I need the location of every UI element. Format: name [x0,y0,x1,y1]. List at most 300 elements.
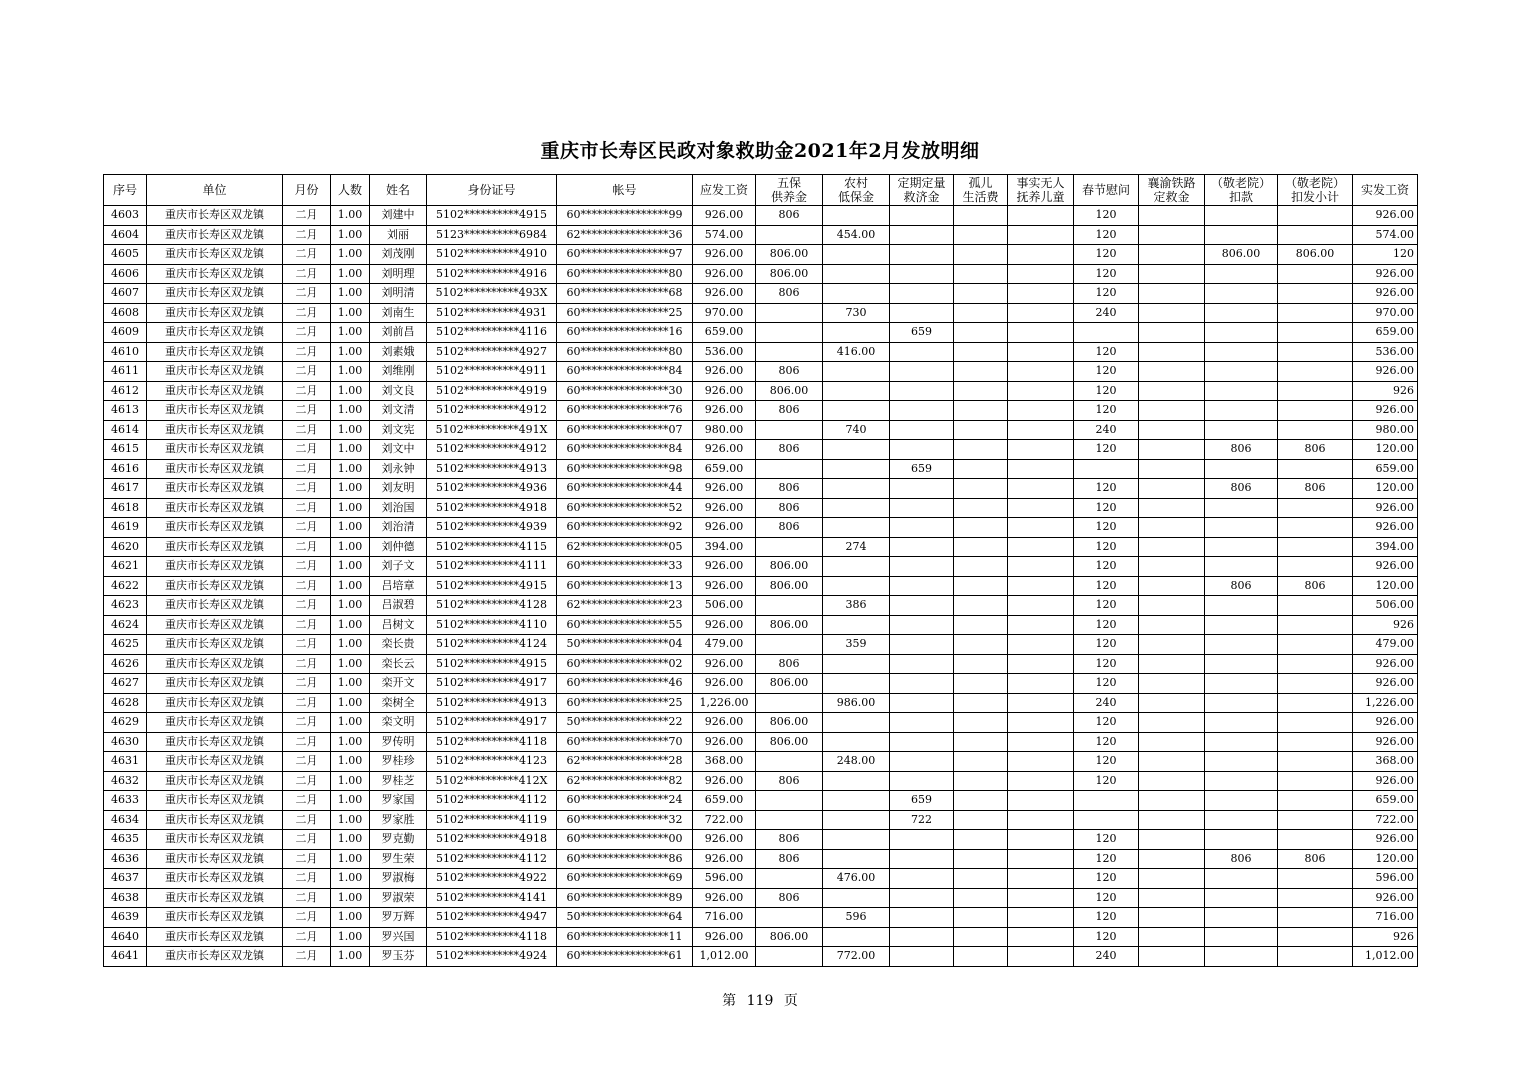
table-cell: 5102**********4918 [427,830,557,850]
table-cell: 刘明清 [370,284,427,304]
table-cell: 926.00 [693,654,756,674]
table-cell [823,849,890,869]
table-cell: 1.00 [331,908,370,928]
table-cell [1278,225,1353,245]
table-cell: 50****************22 [557,713,693,733]
table-cell: 二月 [283,498,331,518]
table-cell [1139,596,1205,616]
table-cell: 1.00 [331,674,370,694]
table-cell [1205,732,1278,752]
table-cell: 806 [1278,849,1353,869]
table-cell [1008,206,1074,226]
table-cell [890,927,954,947]
table-cell [1139,479,1205,499]
table-cell [756,537,823,557]
column-header: 孤儿 生活费 [954,175,1008,206]
table-row [104,596,1418,616]
table-cell: 806 [756,284,823,304]
table-cell [954,401,1008,421]
table-cell [1139,342,1205,362]
table-cell [1278,498,1353,518]
table-cell [1278,713,1353,733]
table-cell: 806 [756,849,823,869]
table-cell: 刘建中 [370,206,427,226]
table-cell: 5102**********4939 [427,518,557,538]
column-header: 身份证号 [427,175,557,206]
table-cell: 重庆市长寿区双龙镇 [147,674,283,694]
table-cell: 5102**********4110 [427,615,557,635]
table-row [104,206,1418,226]
table-cell: 394.00 [1353,537,1418,557]
table-cell [954,869,1008,889]
table-cell [1139,830,1205,850]
table-cell [1008,654,1074,674]
table-cell [1139,752,1205,772]
table-cell: 120 [1074,206,1139,226]
table-cell: 926.00 [1353,284,1418,304]
table-cell [823,771,890,791]
table-cell: 5102**********4917 [427,674,557,694]
table-cell: 1.00 [331,381,370,401]
table-cell [1008,771,1074,791]
table-cell: 二月 [283,284,331,304]
table-cell: 重庆市长寿区双龙镇 [147,557,283,577]
table-cell: 4639 [104,908,147,928]
table-cell: 1.00 [331,323,370,343]
table-cell [1278,342,1353,362]
table-cell: 806 [756,440,823,460]
table-cell: 二月 [283,791,331,811]
table-cell: 926.00 [693,557,756,577]
table-row [104,401,1418,421]
table-cell [823,576,890,596]
table-cell: 二月 [283,303,331,323]
table-cell [823,732,890,752]
table-cell [1278,732,1353,752]
table-cell [1278,908,1353,928]
table-cell: 659.00 [1353,323,1418,343]
table-cell: 1.00 [331,342,370,362]
table-cell [954,576,1008,596]
table-cell: 806.00 [756,713,823,733]
table-cell: 1.00 [331,401,370,421]
table-cell: 120 [1074,264,1139,284]
table-cell: 4604 [104,225,147,245]
table-cell [1139,264,1205,284]
table-cell: 806.00 [756,557,823,577]
page-title: 重庆市长寿区民政对象救助金2021年2月发放明细 [540,140,980,162]
table-cell: 刘友明 [370,479,427,499]
table-cell: 重庆市长寿区双龙镇 [147,654,283,674]
table-cell: 4637 [104,869,147,889]
table-cell: 5102**********4123 [427,752,557,772]
table-cell [954,908,1008,928]
table-cell: 刘前昌 [370,323,427,343]
table-cell [1008,342,1074,362]
page-prefix: 第 [722,993,737,1009]
table-cell: 806 [1205,576,1278,596]
table-cell: 二月 [283,479,331,499]
table-cell: 5102**********4913 [427,459,557,479]
table-cell: 吕培章 [370,576,427,596]
table-cell [1205,830,1278,850]
table-cell [1278,810,1353,830]
table-cell: 栾文明 [370,713,427,733]
table-row [104,498,1418,518]
column-header: （敬老院） 扣款 [1205,175,1278,206]
table-cell: 120 [1074,674,1139,694]
table-cell: 二月 [283,596,331,616]
table-cell: 刘文清 [370,401,427,421]
table-cell [890,518,954,538]
table-cell: 806 [1205,849,1278,869]
table-cell: 1.00 [331,420,370,440]
table-cell [954,810,1008,830]
table-cell: 120 [1074,225,1139,245]
table-cell [1139,420,1205,440]
table-cell: 栾长贵 [370,635,427,655]
table-cell: 二月 [283,869,331,889]
table-cell: 吕淑碧 [370,596,427,616]
table-cell: 重庆市长寿区双龙镇 [147,284,283,304]
table-cell: 重庆市长寿区双龙镇 [147,693,283,713]
table-cell [954,693,1008,713]
table-cell: 4624 [104,615,147,635]
table-cell [890,908,954,928]
table-cell [1139,225,1205,245]
table-cell: 1.00 [331,557,370,577]
table-cell: 926.00 [693,888,756,908]
table-cell: 50****************64 [557,908,693,928]
table-cell: 5102**********4112 [427,791,557,811]
column-header: 农村 低保金 [823,175,890,206]
table-cell: 4603 [104,206,147,226]
table-cell: 1.00 [331,888,370,908]
table-cell: 罗兴国 [370,927,427,947]
table-cell: 栾树全 [370,693,427,713]
column-header: 帐号 [557,175,693,206]
table-cell: 重庆市长寿区双龙镇 [147,732,283,752]
table-cell [890,576,954,596]
table-cell: 60****************30 [557,381,693,401]
table-cell: 5102**********4116 [427,323,557,343]
table-cell: 重庆市长寿区双龙镇 [147,752,283,772]
table-cell: 1.00 [331,206,370,226]
table-cell [1008,381,1074,401]
table-cell: 1.00 [331,362,370,382]
table-cell: 5102**********412X [427,771,557,791]
table-cell: 806 [756,479,823,499]
table-cell: 120 [1074,888,1139,908]
table-cell: 120 [1074,537,1139,557]
table-cell [1205,225,1278,245]
table-cell [1139,693,1205,713]
table-cell [823,498,890,518]
table-cell: 1.00 [331,830,370,850]
table-cell [1008,927,1074,947]
table-cell: 二月 [283,810,331,830]
table-cell: 60****************24 [557,791,693,811]
table-cell [1008,908,1074,928]
table-cell [1008,498,1074,518]
table-cell [1278,752,1353,772]
table-row [104,615,1418,635]
table-cell: 926.00 [1353,674,1418,694]
table-cell [1205,264,1278,284]
table-cell [1205,635,1278,655]
table-cell: 重庆市长寿区双龙镇 [147,713,283,733]
table-cell: 659.00 [1353,459,1418,479]
table-cell: 4635 [104,830,147,850]
table-cell: 806 [1278,576,1353,596]
table-cell: 596 [823,908,890,928]
table-cell [1139,518,1205,538]
table-cell: 416.00 [823,342,890,362]
table-cell: 罗淑荣 [370,888,427,908]
table-cell: 1.00 [331,752,370,772]
table-cell: 806 [756,206,823,226]
table-cell: 罗万辉 [370,908,427,928]
table-cell: 4634 [104,810,147,830]
table-cell: 574.00 [693,225,756,245]
table-cell: 刘维刚 [370,362,427,382]
table-cell: 重庆市长寿区双龙镇 [147,596,283,616]
table-cell [756,693,823,713]
table-cell: 二月 [283,576,331,596]
table-cell: 806 [1205,440,1278,460]
table-cell [890,674,954,694]
column-header: 应发工资 [693,175,756,206]
table-cell: 926.00 [1353,498,1418,518]
table-cell [756,635,823,655]
table-cell: 5102**********4915 [427,206,557,226]
table-cell: 二月 [283,381,331,401]
page-suffix: 页 [783,993,798,1009]
table-cell [1139,498,1205,518]
table-cell [1205,752,1278,772]
table-row [104,323,1418,343]
table-cell: 240 [1074,693,1139,713]
table-cell [1008,284,1074,304]
column-header: 春节慰问 [1074,175,1139,206]
table-cell [1139,674,1205,694]
table-cell: 806 [756,362,823,382]
table-cell: 4617 [104,479,147,499]
table-cell [890,654,954,674]
table-cell: 重庆市长寿区双龙镇 [147,440,283,460]
table-cell: 240 [1074,947,1139,967]
table-cell: 二月 [283,771,331,791]
table-cell: 5102**********4924 [427,947,557,967]
table-cell: 980.00 [1353,420,1418,440]
table-cell: 罗家胜 [370,810,427,830]
table-cell [954,323,1008,343]
table-cell: 4610 [104,342,147,362]
table-row [104,888,1418,908]
table-cell [954,264,1008,284]
table-cell: 5102**********4917 [427,713,557,733]
table-row [104,225,1418,245]
table-cell [1074,791,1139,811]
table-cell: 重庆市长寿区双龙镇 [147,927,283,947]
table-cell: 5102**********4910 [427,245,557,265]
table-cell: 394.00 [693,537,756,557]
table-cell [823,713,890,733]
table-cell: 926.00 [693,401,756,421]
table-cell [1278,303,1353,323]
table-cell: 806.00 [756,674,823,694]
table-cell [954,498,1008,518]
table-cell: 二月 [283,674,331,694]
table-cell: 980.00 [693,420,756,440]
table-cell: 479.00 [1353,635,1418,655]
table-cell: 536.00 [1353,342,1418,362]
table-cell [954,440,1008,460]
table-cell: 5102**********493X [427,284,557,304]
table-cell: 806.00 [756,732,823,752]
table-cell: 刘文中 [370,440,427,460]
table-cell: 62****************28 [557,752,693,772]
table-cell: 4631 [104,752,147,772]
table-cell: 1.00 [331,459,370,479]
column-header: （敬老院） 扣发小计 [1278,175,1353,206]
table-cell [890,362,954,382]
table-cell: 60****************07 [557,420,693,440]
table-cell [823,615,890,635]
table-cell [954,537,1008,557]
table-cell [1205,888,1278,908]
table-cell: 60****************80 [557,342,693,362]
table-row [104,284,1418,304]
table-cell: 368.00 [1353,752,1418,772]
table-cell: 120 [1074,869,1139,889]
table-cell: 5102**********4118 [427,927,557,947]
table-cell: 120 [1074,927,1139,947]
table-cell [954,557,1008,577]
table-cell: 926.00 [1353,713,1418,733]
table-cell: 二月 [283,615,331,635]
table-cell: 二月 [283,518,331,538]
table-cell: 刘仲德 [370,537,427,557]
table-cell [1008,401,1074,421]
table-cell: 重庆市长寿区双龙镇 [147,849,283,869]
table-cell: 926.00 [693,264,756,284]
table-cell [1139,908,1205,928]
table-cell: 4629 [104,713,147,733]
table-cell [1074,810,1139,830]
table-cell: 5102**********4936 [427,479,557,499]
table-cell [954,947,1008,967]
table-cell: 二月 [283,752,331,772]
table-cell: 772.00 [823,947,890,967]
table-cell: 722.00 [693,810,756,830]
table-cell [756,459,823,479]
table-cell [1008,245,1074,265]
table-cell: 120 [1074,498,1139,518]
table-cell: 120 [1074,908,1139,928]
table-cell: 60****************55 [557,615,693,635]
table-cell: 120 [1074,479,1139,499]
table-cell: 536.00 [693,342,756,362]
table-cell [1278,323,1353,343]
table-cell: 806 [756,888,823,908]
table-cell: 740 [823,420,890,440]
table-cell [823,791,890,811]
table-cell [823,245,890,265]
table-cell: 806.00 [1205,245,1278,265]
table-cell: 罗淑梅 [370,869,427,889]
table-cell: 刘治国 [370,498,427,518]
table-cell: 重庆市长寿区双龙镇 [147,908,283,928]
table-cell [756,752,823,772]
table-cell: 1.00 [331,303,370,323]
table-cell [1278,869,1353,889]
table-cell: 5102**********4915 [427,654,557,674]
table-row [104,420,1418,440]
table-cell: 重庆市长寿区双龙镇 [147,401,283,421]
table-cell: 120 [1074,342,1139,362]
table-cell [823,810,890,830]
column-header: 五保 供养金 [756,175,823,206]
table-cell: 120 [1074,576,1139,596]
table-cell [1008,693,1074,713]
table-cell [1008,615,1074,635]
table-cell: 1.00 [331,635,370,655]
table-cell: 60****************52 [557,498,693,518]
table-cell: 吕树文 [370,615,427,635]
table-cell [1278,635,1353,655]
table-cell: 62****************05 [557,537,693,557]
table-cell [756,225,823,245]
column-header: 事实无人 抚养儿童 [1008,175,1074,206]
table-cell [954,381,1008,401]
table-cell [1205,323,1278,343]
table-cell [1008,459,1074,479]
table-cell: 二月 [283,908,331,928]
table-cell [1139,362,1205,382]
table-cell: 重庆市长寿区双龙镇 [147,479,283,499]
table-cell: 60****************92 [557,518,693,538]
table-cell: 62****************82 [557,771,693,791]
table-cell [1008,518,1074,538]
table-cell [823,459,890,479]
table-cell: 二月 [283,420,331,440]
table-cell: 50****************04 [557,635,693,655]
table-cell: 60****************86 [557,849,693,869]
table-cell [890,615,954,635]
table-cell: 806 [1278,479,1353,499]
table-cell [1278,791,1353,811]
table-cell: 926 [1353,927,1418,947]
table-cell: 5102**********4927 [427,342,557,362]
table-cell: 986.00 [823,693,890,713]
table-cell [1074,323,1139,343]
table-cell: 62****************36 [557,225,693,245]
table-cell: 刘丽 [370,225,427,245]
table-cell [1278,537,1353,557]
table-cell: 罗家国 [370,791,427,811]
table-cell [823,518,890,538]
table-cell [1205,303,1278,323]
table-cell [1278,615,1353,635]
table-cell: 659 [890,323,954,343]
table-cell [1278,401,1353,421]
table-cell: 926.00 [693,362,756,382]
table-cell [823,830,890,850]
table-cell [1008,713,1074,733]
table-cell [890,479,954,499]
table-cell [1139,206,1205,226]
